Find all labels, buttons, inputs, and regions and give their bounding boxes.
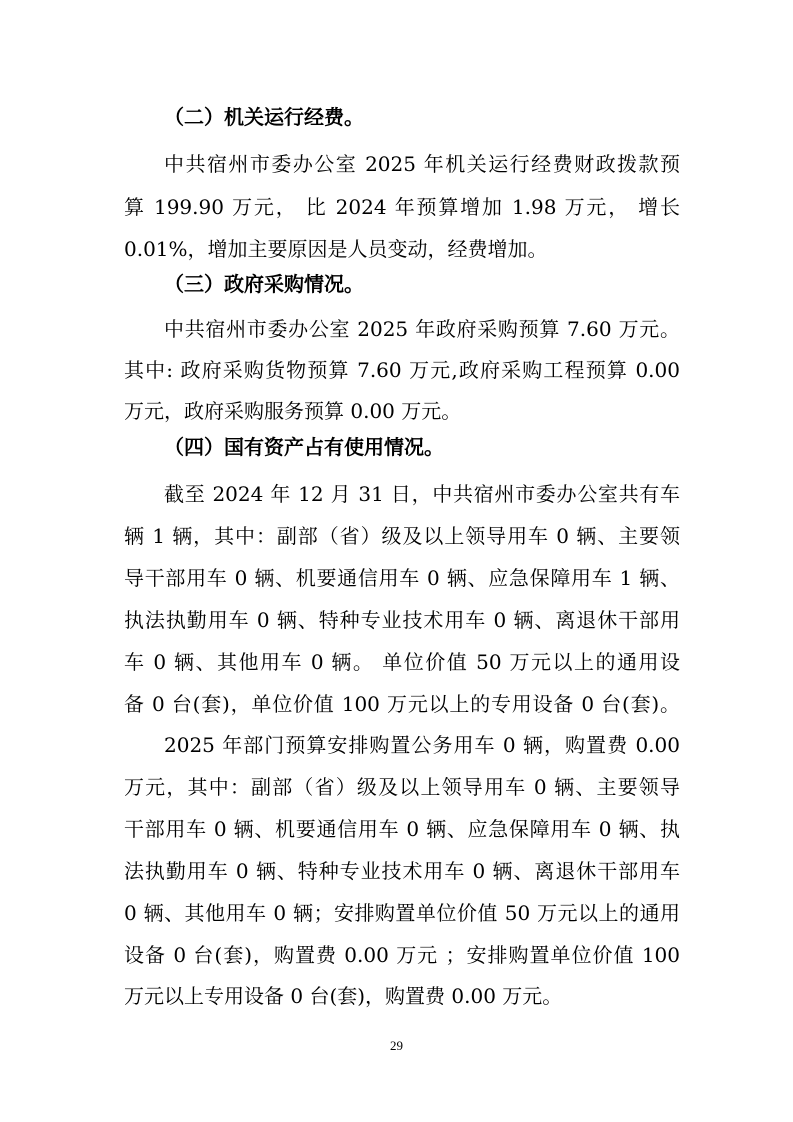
paragraph-line: 备 0 台(套)，单位价值 100 万元以上的专用设备 0 台(套)。 <box>124 692 680 716</box>
paragraph-line: 万元，其中：副部（省）级及以上领导用车 0 辆、主要领导 <box>124 775 680 799</box>
paragraph-line: 法执勤用车 0 辆、特种专业技术用车 0 辆、离退休干部用车 <box>124 859 680 883</box>
paragraph-line: 其中: 政府采购货物预算 7.60 万元,政府采购工程预算 0.00 <box>124 358 680 382</box>
paragraph-line: 辆 1 辆，其中：副部（省）级及以上领导用车 0 辆、主要领 <box>124 524 680 548</box>
paragraph-line: 干部用车 0 辆、机要通信用车 0 辆、应急保障用车 0 辆、执 <box>124 817 680 841</box>
paragraph-line: 万元，政府采购服务预算 0.00 万元。 <box>124 399 462 423</box>
section-heading: （四）国有资产占有使用情况。 <box>164 435 444 459</box>
paragraph-line: 0.01%，增加主要原因是人员变动，经费增加。 <box>124 237 548 261</box>
paragraph-line: 算 199.90 万元， 比 2024 年预算增加 1.98 万元， 增长 <box>124 195 680 219</box>
page-number: 29 <box>390 1038 403 1053</box>
paragraph-line: 截至 2024 年 12 月 31 日，中共宿州市委办公室共有车 <box>164 482 680 506</box>
paragraph-line: 执法执勤用车 0 辆、特种专业技术用车 0 辆、离退休干部用 <box>124 608 680 632</box>
paragraph-line: 2025 年部门预算安排购置公务用车 0 辆，购置费 0.00 <box>164 733 680 757</box>
paragraph-line: 中共宿州市委办公室 2025 年政府采购预算 7.60 万元。 <box>164 317 680 341</box>
paragraph-line: 设备 0 台(套)，购置费 0.00 万元 ；安排购置单位价值 100 <box>124 943 680 967</box>
paragraph-line: 万元以上专用设备 0 台(套)，购置费 0.00 万元。 <box>124 984 563 1008</box>
section-heading: （三）政府采购情况。 <box>164 272 364 296</box>
paragraph-line: 中共宿州市委办公室 2025 年机关运行经费财政拨款预 <box>164 152 680 176</box>
paragraph-line: 0 辆、其他用车 0 辆；安排购置单位价值 50 万元以上的通用 <box>124 901 680 925</box>
section-heading: （二）机关运行经费。 <box>164 105 364 129</box>
paragraph-line: 导干部用车 0 辆、机要通信用车 0 辆、应急保障用车 1 辆、 <box>124 566 680 590</box>
paragraph-line: 车 0 辆、其他用车 0 辆。 单位价值 50 万元以上的通用设 <box>124 650 680 674</box>
